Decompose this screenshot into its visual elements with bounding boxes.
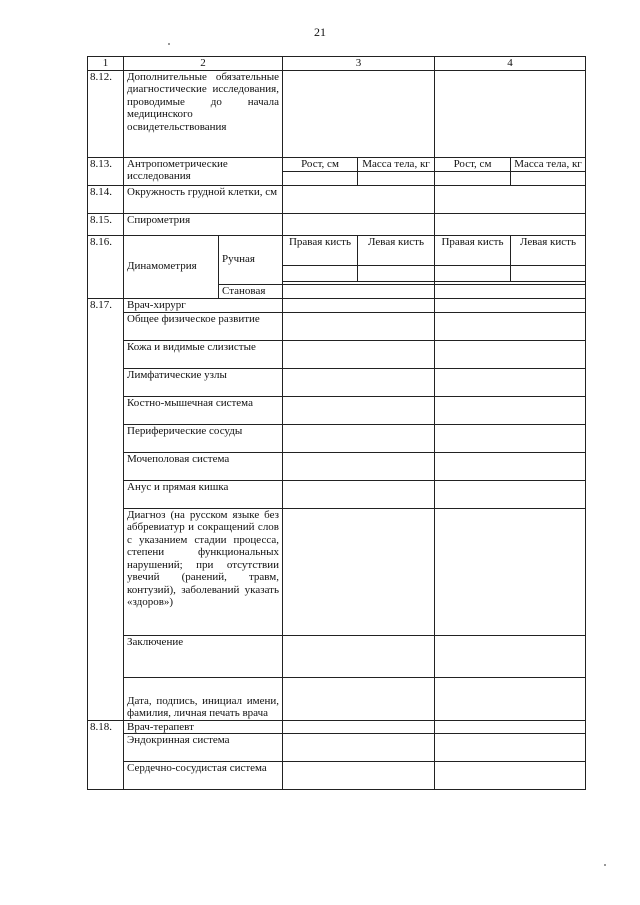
- header-col-4: 4: [435, 57, 586, 71]
- surgeon-item-label: Анус и прямая кишка: [124, 480, 283, 508]
- manual-label: Ручная: [219, 235, 283, 284]
- row-number: 8.17.: [88, 298, 124, 720]
- surgeon-item-label: Костно-мышечная система: [124, 396, 283, 424]
- surgeon-item-row: [88, 424, 586, 452]
- row-number: 8.16.: [88, 235, 124, 298]
- scan-speck: [604, 864, 606, 866]
- row-number: 8.13.: [88, 157, 124, 185]
- row-label: Врач-терапевт: [124, 720, 283, 734]
- height-value-col3[interactable]: [283, 171, 358, 185]
- value-cell-col3[interactable]: [283, 185, 435, 213]
- signature-label: Дата, подпись, инициал имени, фамилия, личная печать врача: [124, 677, 283, 720]
- row-number: 8.12.: [88, 70, 124, 157]
- surgeon-item-row: [88, 396, 586, 424]
- row-label: Врач-хирург: [124, 298, 283, 312]
- right-hand-value-col4[interactable]: [435, 265, 511, 281]
- surgeon-item-row: [88, 368, 586, 396]
- value-cell-col3[interactable]: [283, 312, 435, 340]
- header-row: [88, 57, 586, 71]
- value-cell-col3[interactable]: [283, 734, 435, 762]
- stand-value-col4[interactable]: [435, 284, 586, 298]
- therapist-item-row: [88, 762, 586, 790]
- value-cell-col3[interactable]: [283, 452, 435, 480]
- value-cell-col4[interactable]: [435, 452, 586, 480]
- row-8-18: [88, 720, 586, 734]
- height-value-col4[interactable]: [435, 171, 511, 185]
- right-hand-header-col3: Правая кисть: [283, 235, 358, 265]
- surgeon-conclusion-row: [88, 635, 586, 677]
- value-cell-col4[interactable]: [435, 762, 586, 790]
- row-8-14: [88, 185, 586, 213]
- value-cell-col3[interactable]: [283, 340, 435, 368]
- weight-header-col4: Масса тела, кг: [511, 157, 586, 171]
- row-label: Дополнительные обязательные диагностические исследования, проводимые до начала медицинского освидетельствования: [124, 70, 283, 157]
- conclusion-label: Заключение: [124, 635, 283, 677]
- medical-exam-form-table: [87, 56, 586, 790]
- height-header-col4: Рост, см: [435, 157, 511, 171]
- stand-label: Становая: [219, 284, 283, 298]
- value-cell-col3[interactable]: [283, 298, 435, 312]
- value-cell-col3[interactable]: [283, 762, 435, 790]
- left-hand-value-col4[interactable]: [511, 265, 586, 281]
- value-cell-col3[interactable]: [283, 396, 435, 424]
- right-hand-header-col4: Правая кисть: [435, 235, 511, 265]
- surgeon-signature-row: [88, 677, 586, 720]
- header-col-2: 2: [124, 57, 283, 71]
- therapist-item-row: [88, 734, 586, 762]
- value-cell-col4[interactable]: [435, 312, 586, 340]
- left-hand-header-col4: Левая кисть: [511, 235, 586, 265]
- value-cell-col4[interactable]: [435, 720, 586, 734]
- value-cell-col3[interactable]: [283, 720, 435, 734]
- row-number: 8.15.: [88, 213, 124, 235]
- surgeon-item-label: Общее физическое развитие: [124, 312, 283, 340]
- value-cell-col4[interactable]: [435, 677, 586, 720]
- surgeon-item-row: [88, 340, 586, 368]
- value-cell-col3[interactable]: [283, 70, 435, 157]
- value-cell-col4[interactable]: [435, 185, 586, 213]
- value-cell-col4[interactable]: [435, 298, 586, 312]
- surgeon-item-label: Кожа и видимые слизистые: [124, 340, 283, 368]
- value-cell-col4[interactable]: [435, 734, 586, 762]
- scan-speck: [168, 43, 170, 45]
- row-label: Окружность грудной клетки, см: [124, 185, 283, 213]
- weight-value-col4[interactable]: [511, 171, 586, 185]
- value-cell-col4[interactable]: [435, 508, 586, 635]
- weight-value-col3[interactable]: [358, 171, 435, 185]
- row-8-17: [88, 298, 586, 312]
- value-cell-col3[interactable]: [283, 677, 435, 720]
- stand-value-col3[interactable]: [283, 284, 435, 298]
- value-cell-col4[interactable]: [435, 340, 586, 368]
- surgeon-diagnosis-row: [88, 508, 586, 635]
- row-number: 8.18.: [88, 720, 124, 790]
- row-8-12: [88, 70, 586, 157]
- surgeon-item-row: [88, 312, 586, 340]
- right-hand-value-col3[interactable]: [283, 265, 358, 281]
- surgeon-item-label: Периферические сосуды: [124, 424, 283, 452]
- therapist-item-label: Сердечно-сосудистая система: [124, 762, 283, 790]
- row-8-16: [88, 235, 586, 265]
- row-label: Антропометрические исследования: [124, 157, 283, 185]
- surgeon-item-label: Лимфатические узлы: [124, 368, 283, 396]
- value-cell-col4[interactable]: [435, 480, 586, 508]
- value-cell-col4[interactable]: [435, 368, 586, 396]
- diagnosis-label: Диагноз (на русском языке без аббревиатур и сокращений слов с указанием стадии процесса, степени функциональных нарушений; при отсутствии увечий (ранений, травм, контузий), заболеваний указать «здоров»): [124, 508, 283, 635]
- header-col-1: 1: [88, 57, 124, 71]
- surgeon-item-label: Мочеполовая система: [124, 452, 283, 480]
- header-col-3: 3: [283, 57, 435, 71]
- height-header-col3: Рост, см: [283, 157, 358, 171]
- value-cell-col4[interactable]: [435, 424, 586, 452]
- row-number: 8.14.: [88, 185, 124, 213]
- value-cell-col3[interactable]: [283, 213, 435, 235]
- value-cell-col3[interactable]: [283, 508, 435, 635]
- value-cell-col3[interactable]: [283, 480, 435, 508]
- value-cell-col4[interactable]: [435, 396, 586, 424]
- value-cell-col4[interactable]: [435, 635, 586, 677]
- row-8-13: [88, 157, 586, 171]
- value-cell-col3[interactable]: [283, 424, 435, 452]
- value-cell-col3[interactable]: [283, 635, 435, 677]
- value-cell-col4[interactable]: [435, 70, 586, 157]
- value-cell-col4[interactable]: [435, 213, 586, 235]
- therapist-item-label: Эндокринная система: [124, 734, 283, 762]
- row-label: Динамометрия: [124, 235, 219, 298]
- left-hand-header-col3: Левая кисть: [358, 235, 435, 265]
- weight-header-col3: Масса тела, кг: [358, 157, 435, 171]
- page-number: 21: [314, 25, 326, 39]
- row-label: Спирометрия: [124, 213, 283, 235]
- left-hand-value-col3[interactable]: [358, 265, 435, 281]
- surgeon-item-row: [88, 452, 586, 480]
- surgeon-item-row: [88, 480, 586, 508]
- value-cell-col3[interactable]: [283, 368, 435, 396]
- row-8-15: [88, 213, 586, 235]
